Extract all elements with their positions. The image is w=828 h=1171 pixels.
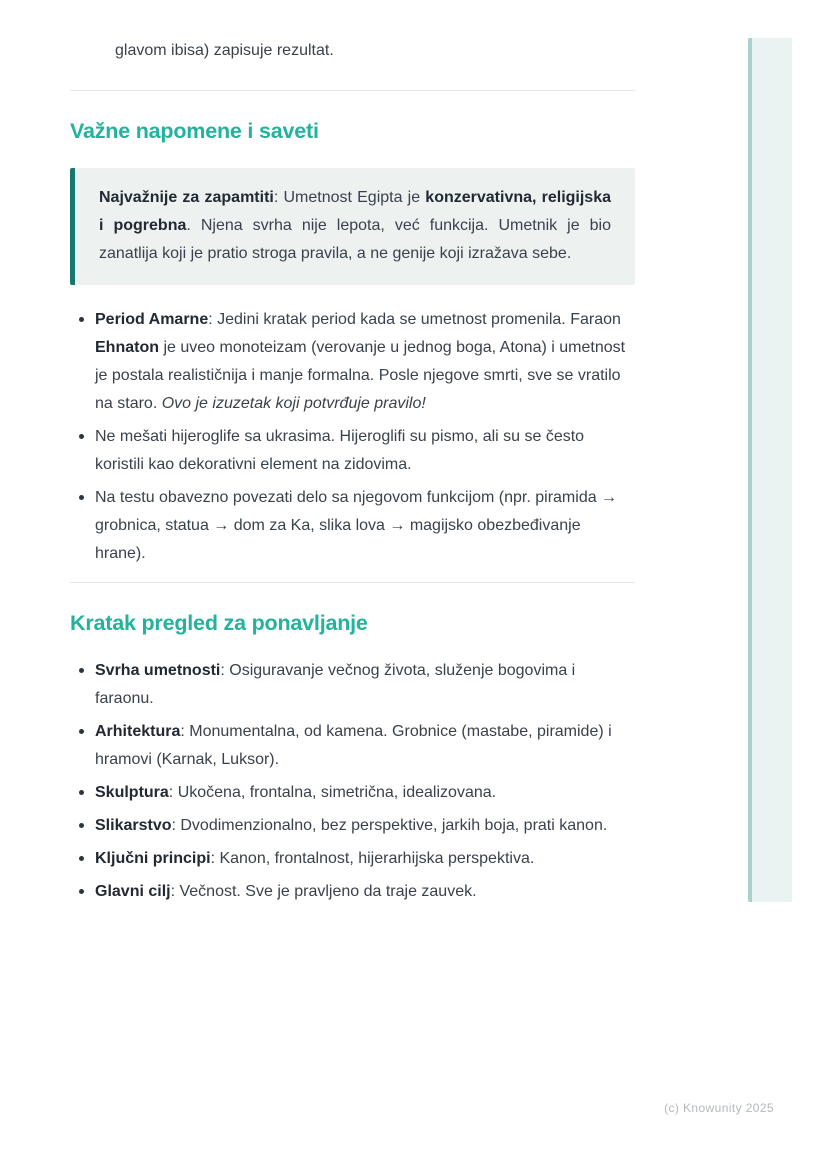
text-segment: Ovo je izuzetak koji potvrđuje pravilo! bbox=[161, 395, 426, 412]
text-segment: : Kanon, frontalnost, hijerarhijska perspektiva. bbox=[210, 850, 535, 867]
text-segment: Period Amarne bbox=[95, 311, 209, 328]
important-notes-list bbox=[70, 306, 635, 568]
continuation-text: glavom ibisa) zapisuje rezultat. bbox=[115, 42, 334, 59]
review-list bbox=[70, 657, 635, 906]
list-item bbox=[70, 845, 635, 873]
list-item bbox=[70, 484, 635, 568]
text-segment: Ne mešati hijeroglife sa ukrasima. Hijeroglifi su pismo, ali su se često koristili kao dekorativni element na zidovima. bbox=[95, 428, 585, 473]
list-item bbox=[70, 423, 635, 479]
document-content bbox=[70, 0, 635, 911]
page-edge-strip bbox=[748, 38, 792, 902]
section-divider bbox=[70, 90, 635, 91]
list-item bbox=[70, 878, 635, 906]
section-divider bbox=[70, 582, 635, 583]
text-segment: : Dvodimenzionalno, bez perspektive, jarkih boja, prati kanon. bbox=[171, 817, 608, 834]
text-segment: Na testu obavezno povezati delo sa njegovom funkcijom (npr. piramida → grobnica, statua → dom za Ka, slika lova → magijsko obezbeđivanje hrane). bbox=[95, 489, 618, 562]
text-segment: Svrha umetnosti bbox=[95, 662, 221, 679]
text-segment: Slikarstvo bbox=[95, 817, 172, 834]
text-segment: Ključni principi bbox=[95, 850, 211, 867]
text-segment: Ehnaton bbox=[95, 339, 159, 356]
text-segment: . Njena svrha nije lepota, već funkcija. Umetnik je bio zanatlija koji je pratio stroga pravila, a ne genije koji izražava sebe. bbox=[99, 217, 612, 262]
text-segment: : Monumentalna, od kamena. Grobnice (mastabe, piramide) i hramovi (Karnak, Luksor). bbox=[95, 723, 612, 768]
key-takeaway-callout bbox=[70, 168, 635, 285]
section-heading-review: Kratak pregled za ponavljanje bbox=[70, 611, 368, 635]
text-segment: je uveo monoteizam (verovanje u jednog boga, Atona) i umetnost je postala realističnija i manje formalna. Posle njegove smrti, sve se vratilo na staro. bbox=[95, 339, 626, 412]
text-segment: : Jedini kratak period kada se umetnost promenila. Faraon bbox=[208, 311, 621, 328]
section-heading-important-notes: Važne napomene i saveti bbox=[70, 119, 319, 143]
list-item bbox=[70, 718, 635, 774]
callout-text bbox=[99, 184, 611, 268]
text-segment: Arhitektura bbox=[95, 723, 181, 740]
list-item bbox=[70, 779, 635, 807]
text-segment: Skulptura bbox=[95, 784, 169, 801]
text-segment: : Ukočena, frontalna, simetrična, idealizovana. bbox=[168, 784, 497, 801]
list-item bbox=[70, 657, 635, 713]
text-segment: Najvažnije za zapamtiti bbox=[99, 189, 274, 206]
text-segment: : Večnost. Sve je pravljeno da traje zauvek. bbox=[170, 883, 477, 900]
copyright-footer: (c) Knowunity 2025 bbox=[664, 1101, 774, 1115]
text-segment: Glavni cilj bbox=[95, 883, 171, 900]
text-segment: : Osiguravanje večnog života, služenje bogovima i faraonu. bbox=[95, 662, 576, 707]
text-segment: konzervativna, religijska i pogrebna bbox=[99, 189, 612, 234]
text-segment: : Umetnost Egipta je bbox=[273, 189, 426, 206]
list-item bbox=[70, 812, 635, 840]
list-item bbox=[70, 306, 635, 418]
